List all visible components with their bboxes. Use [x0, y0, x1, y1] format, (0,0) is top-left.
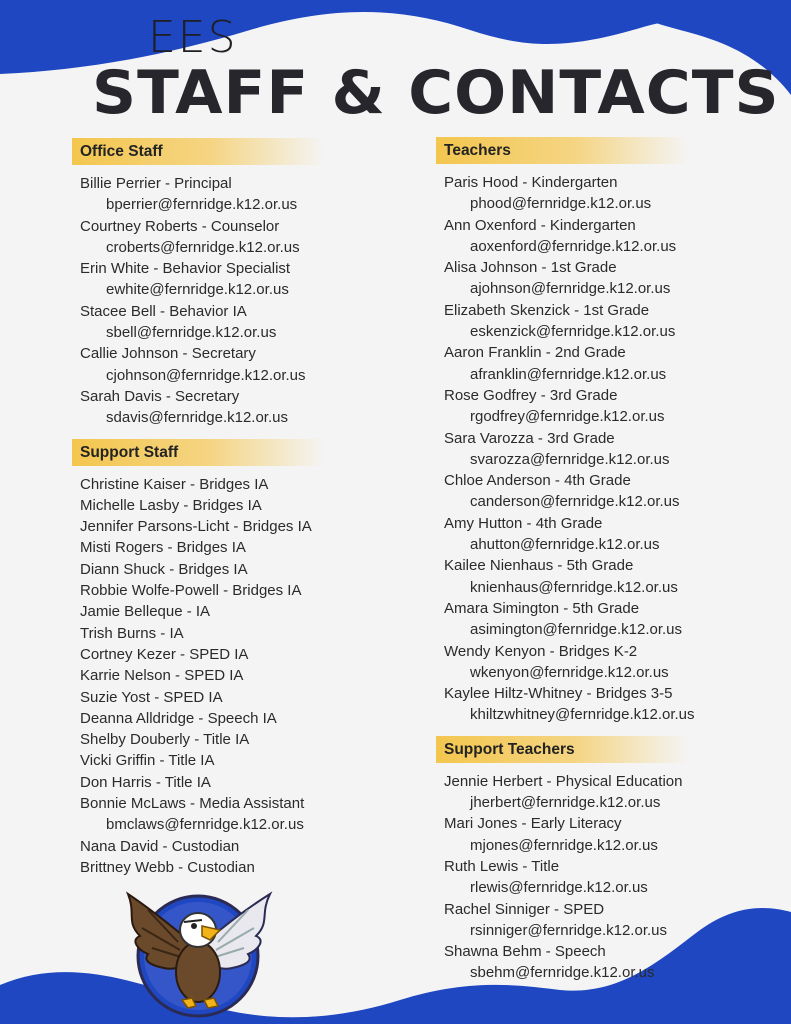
support-staff-heading: Support Staff [72, 439, 324, 466]
teacher-name: Rose Godfrey - 3rd Grade [444, 386, 618, 404]
teachers-heading: Teachers [436, 137, 688, 164]
staff-email[interactable]: sbell@fernridge.k12.or.us [106, 324, 277, 342]
staff-name: Bonnie McLaws - Media Assistant [80, 795, 305, 813]
teacher-email[interactable]: mjones@fernridge.k12.or.us [470, 836, 658, 854]
list-item [436, 771, 776, 814]
office-staff-heading: Office Staff [72, 138, 324, 165]
staff-name: Cortney Kezer - SPED IA [80, 645, 249, 663]
staff-name: Vicki Griffin - Title IA [80, 752, 215, 770]
teacher-name: Aaron Franklin - 2nd Grade [444, 344, 626, 362]
staff-name: Callie Johnson - Secretary [80, 345, 256, 363]
list-item [436, 683, 776, 726]
list-item [436, 385, 776, 428]
staff-name: Courtney Roberts - Counselor [80, 217, 280, 235]
list-item [72, 343, 402, 386]
teacher-name: Chloe Anderson - 4th Grade [444, 472, 631, 490]
office-staff-list [72, 173, 402, 429]
staff-name: Robbie Wolfe-Powell - Bridges IA [80, 582, 302, 600]
staff-email[interactable]: croberts@fernridge.k12.or.us [106, 238, 300, 256]
staff-name: Billie Perrier - Principal [80, 175, 232, 192]
teacher-name: Amy Hutton - 4th Grade [444, 514, 603, 532]
list-item [72, 301, 402, 344]
teacher-name: Elizabeth Skenzick - 1st Grade [444, 301, 650, 319]
teacher-name: Sara Varozza - 3rd Grade [444, 429, 615, 447]
staff-name: Nana David - Custodian [80, 837, 240, 855]
staff-name: Jennifer Parsons-Licht - Bridges IA [80, 518, 312, 536]
list-item [72, 559, 402, 580]
teacher-name: Mari Jones - Early Literacy [444, 815, 622, 833]
teacher-name: Wendy Kenyon - Bridges K-2 [444, 642, 638, 660]
list-item [72, 601, 402, 622]
teacher-name: Shawna Behm - Speech [444, 943, 606, 961]
staff-name: Don Harris - Title IA [80, 773, 211, 791]
list-item [72, 729, 402, 750]
teacher-email[interactable]: knienhaus@fernridge.k12.or.us [470, 578, 678, 596]
teacher-email[interactable]: eskenzick@fernridge.k12.or.us [470, 323, 676, 341]
page-title: STAFF & CONTACTS [92, 58, 780, 128]
list-item [72, 474, 402, 495]
teacher-name: Ruth Lewis - Title [444, 857, 560, 875]
list-item [436, 513, 776, 556]
teacher-email[interactable]: rsinniger@fernridge.k12.or.us [470, 921, 667, 939]
list-item [72, 516, 402, 537]
teacher-email[interactable]: ahutton@fernridge.k12.or.us [470, 536, 660, 554]
right-column [436, 137, 776, 984]
teacher-name: Paris Hood - Kindergarten [444, 174, 618, 191]
staff-name: Trish Burns - IA [80, 624, 184, 642]
staff-name: Jamie Belleque - IA [80, 603, 211, 621]
left-column [72, 138, 402, 878]
list-item [72, 216, 402, 259]
list-item [72, 580, 402, 601]
staff-email[interactable]: ewhite@fernridge.k12.or.us [106, 281, 289, 299]
teacher-email[interactable]: rgodfrey@fernridge.k12.or.us [470, 408, 665, 426]
staff-name: Michelle Lasby - Bridges IA [80, 496, 262, 514]
teacher-email[interactable]: aoxenford@fernridge.k12.or.us [470, 237, 677, 255]
list-item [436, 555, 776, 598]
staff-name: Stacee Bell - Behavior IA [80, 302, 247, 320]
list-item [72, 857, 402, 878]
teacher-email[interactable]: phood@fernridge.k12.or.us [470, 195, 652, 213]
teacher-name: Alisa Johnson - 1st Grade [444, 259, 617, 277]
teacher-email[interactable]: sbehm@fernridge.k12.or.us [470, 964, 655, 982]
list-item [72, 750, 402, 771]
list-item [72, 687, 402, 708]
list-item [72, 623, 402, 644]
list-item [436, 470, 776, 513]
list-item [436, 899, 776, 942]
teacher-email[interactable]: jherbert@fernridge.k12.or.us [470, 794, 661, 812]
list-item [436, 215, 776, 258]
teacher-name: Ann Oxenford - Kindergarten [444, 216, 636, 234]
staff-name: Erin White - Behavior Specialist [80, 260, 291, 278]
staff-name: Diann Shuck - Bridges IA [80, 560, 248, 578]
list-item [436, 598, 776, 641]
staff-name: Christine Kaiser - Bridges IA [80, 475, 269, 493]
list-item [72, 537, 402, 558]
staff-name: Deanna Alldridge - Speech IA [80, 709, 277, 727]
support-teachers-list [436, 771, 776, 984]
staff-name: Shelby Douberly - Title IA [80, 731, 250, 749]
staff-name: Suzie Yost - SPED IA [80, 688, 223, 706]
list-item [72, 772, 402, 793]
list-item [72, 644, 402, 665]
staff-name: Misti Rogers - Bridges IA [80, 539, 246, 557]
list-item [436, 641, 776, 684]
support-teachers-heading: Support Teachers [436, 736, 688, 763]
school-abbreviation: EES [148, 12, 238, 63]
staff-email[interactable]: sdavis@fernridge.k12.or.us [106, 409, 288, 427]
list-item [436, 300, 776, 343]
teacher-name: Amara Simington - 5th Grade [444, 599, 640, 617]
list-item [72, 173, 402, 216]
staff-name: Karrie Nelson - SPED IA [80, 667, 244, 685]
list-item [72, 258, 402, 301]
staff-email[interactable]: bperrier@fernridge.k12.or.us [106, 196, 298, 214]
list-item [436, 172, 776, 215]
teacher-name: Jennie Herbert - Physical Education [444, 772, 683, 790]
teacher-email[interactable]: afranklin@fernridge.k12.or.us [470, 365, 667, 383]
teachers-list [436, 172, 776, 726]
staff-name: Brittney Webb - Custodian [80, 858, 255, 876]
teacher-email[interactable]: ajohnson@fernridge.k12.or.us [470, 280, 671, 298]
teacher-email[interactable]: svarozza@fernridge.k12.or.us [470, 450, 670, 468]
list-item [72, 708, 402, 729]
staff-email[interactable]: bmclaws@fernridge.k12.or.us [106, 816, 304, 834]
staff-email[interactable]: cjohnson@fernridge.k12.or.us [106, 366, 306, 384]
support-staff-list [72, 474, 402, 879]
list-item [72, 836, 402, 857]
list-item [436, 813, 776, 856]
list-item [72, 386, 402, 429]
list-item [72, 793, 402, 836]
list-item [436, 257, 776, 300]
list-item [72, 495, 402, 516]
teacher-name: Kailee Nienhaus - 5th Grade [444, 557, 634, 575]
list-item [436, 428, 776, 471]
teacher-email[interactable]: khiltzwhitney@fernridge.k12.or.us [470, 706, 695, 724]
list-item [436, 856, 776, 899]
teacher-name: Rachel Sinniger - SPED [444, 900, 605, 918]
eagle-mascot-icon [118, 884, 278, 1019]
list-item [436, 342, 776, 385]
list-item [72, 665, 402, 686]
list-item [436, 941, 776, 984]
teacher-name: Kaylee Hiltz-Whitney - Bridges 3-5 [444, 685, 673, 703]
teacher-email[interactable]: rlewis@fernridge.k12.or.us [470, 879, 648, 897]
teacher-email[interactable]: asimington@fernridge.k12.or.us [470, 621, 683, 639]
teacher-email[interactable]: wkenyon@fernridge.k12.or.us [470, 663, 669, 681]
staff-name: Sarah Davis - Secretary [80, 387, 240, 405]
teacher-email[interactable]: canderson@fernridge.k12.or.us [470, 493, 680, 511]
